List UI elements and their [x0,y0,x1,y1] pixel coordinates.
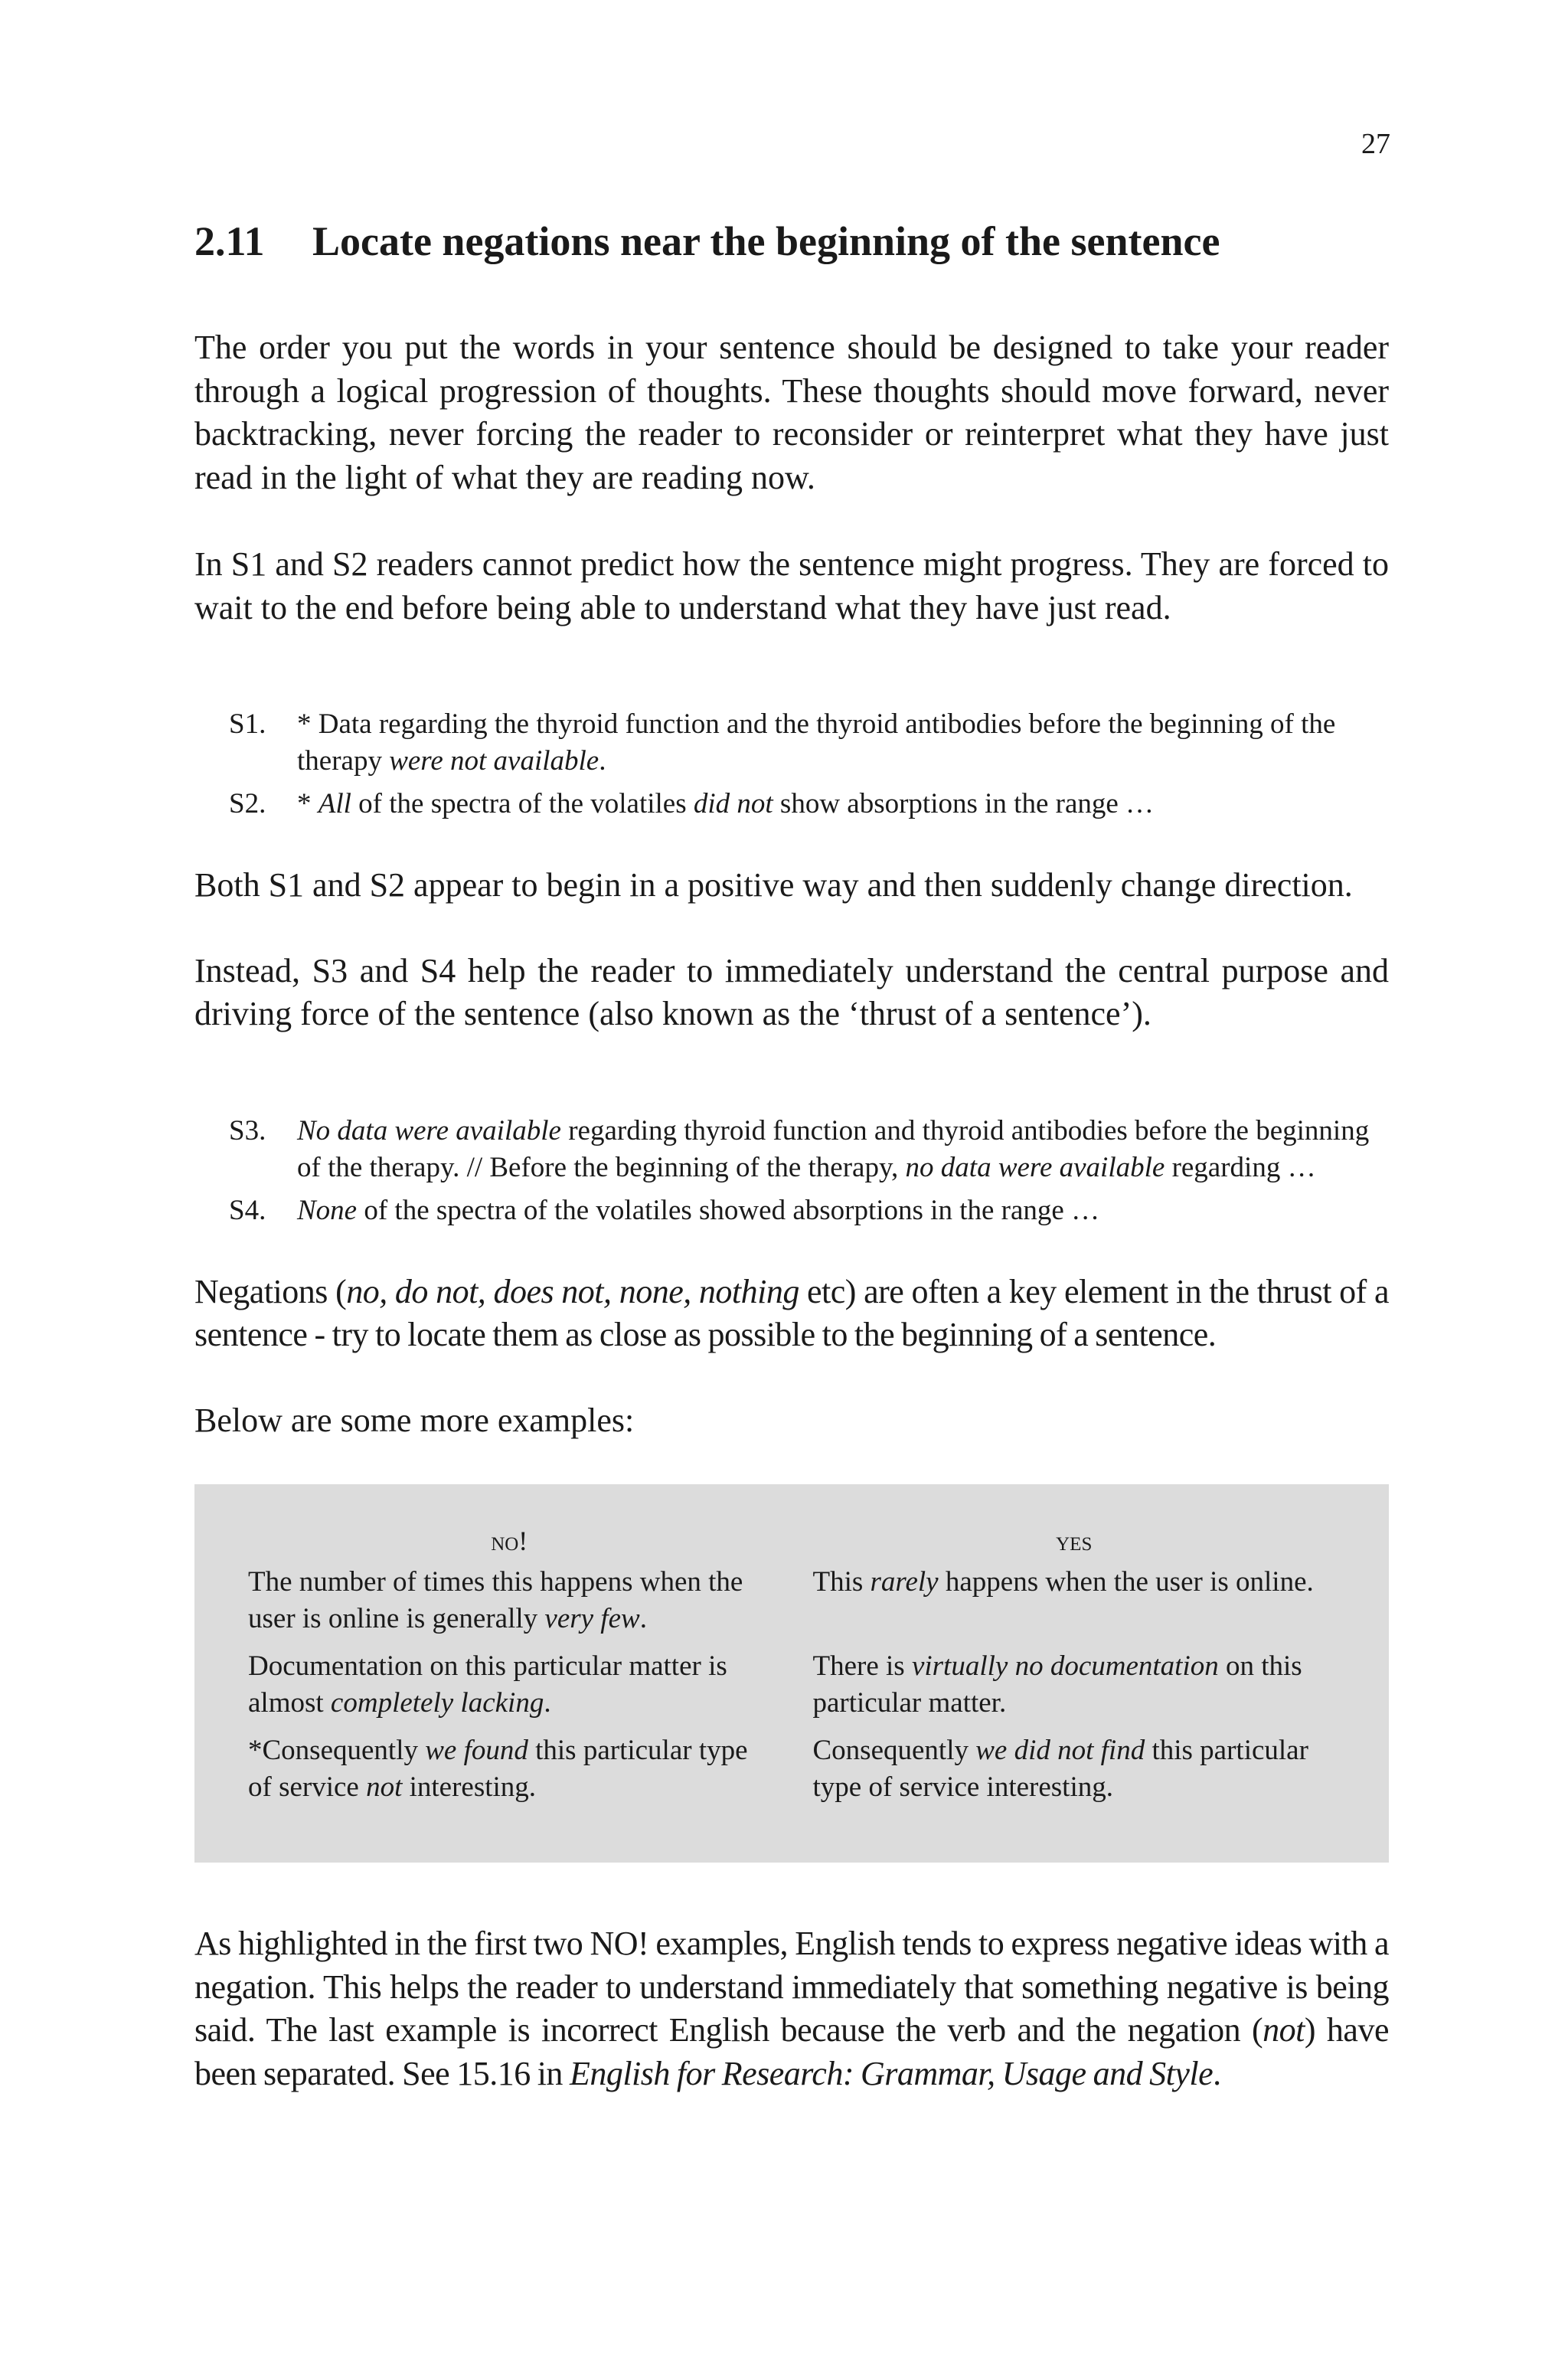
example-s3 [229,1113,1389,1186]
paragraph-intro: The order you put the words in your sentence should be designed to take your reader through a logical progression of thoughts. These thoughts should move forward, never backtracking, never forcing the reader to reconsider or reinterpret what they have just read in the light of what they are reading now. [194,329,1389,496]
no-example: Documentation on this particular matter is almost completely lacking. [248,1650,727,1719]
example-text: No data were available regarding thyroid function and thyroid antibodies before the beginning of the therapy. // Before the beginning of the therapy, no data were available regarding … [297,1114,1370,1183]
section-heading [194,214,1389,268]
example-s2 [229,786,1389,823]
page-content [194,214,1389,2095]
example-label: S4. [229,1194,266,1226]
section-title: Locate negations near the beginning of the sentence [312,218,1220,264]
no-example: The number of times this happens when the user is online is generally very few. [248,1566,743,1634]
no-column-header: no! [491,1526,528,1556]
yes-column-header: yes [1056,1526,1093,1556]
yes-example: Consequently we did not find this particular type of service interesting. [812,1735,1308,1803]
paragraph-s1-s2: In S1 and S2 readers cannot predict how the sentence might progress. They are forced to wait to the end before being able to understand what they have just read. [194,545,1389,626]
page-number: 27 [1361,128,1390,160]
example-label: S1. [229,708,266,740]
example-text: * All of the spectra of the volatiles did not show absorptions in the range … [297,788,1155,819]
yes-example: This rarely happens when the user is online. [812,1566,1314,1598]
example-label: S2. [229,788,266,819]
example-text: * Data regarding the thyroid function and the thyroid antibodies before the beginning of the therapy were not available. [297,708,1336,777]
paragraph-thrust: Instead, S3 and S4 help the reader to immediately understand the central purpose and driving force of the sentence (also known as the ‘thrust of a sentence’). [194,951,1389,1032]
examples-s1-s2 [194,706,1389,823]
example-s4 [229,1192,1389,1229]
paragraph-negations: Negations (no, do not, does not, none, nothing etc) are often a key element in the thrust of a sentence - try to locate them as close as possible to the beginning of a sentence. [194,1272,1389,1353]
example-label: S3. [229,1114,266,1146]
yes-example: There is virtually no documentation on this particular matter. [812,1650,1302,1719]
paragraph-direction: Both S1 and S2 appear to begin in a positive way and then suddenly change direction. [194,866,1353,904]
example-text: None of the spectra of the volatiles showed absorptions in the range … [297,1194,1100,1226]
no-example: *Consequently we found this particular type of service not interesting. [248,1735,748,1803]
paragraph-more-examples: Below are some more examples: [194,1401,635,1439]
examples-comparison-box [194,1484,1389,1863]
example-s1 [229,706,1389,780]
section-number: 2.11 [194,218,265,264]
examples-s3-s4 [194,1113,1389,1229]
paragraph-conclusion: As highlighted in the first two NO! examples, English tends to express negative ideas with a negation. This helps the reader to understand immediately that something negative is being said. The last example is incorrect English because the verb and the negation (not) have been separated. See 15.16 in English for Research: Grammar, Usage and Style. [194,1925,1389,2092]
